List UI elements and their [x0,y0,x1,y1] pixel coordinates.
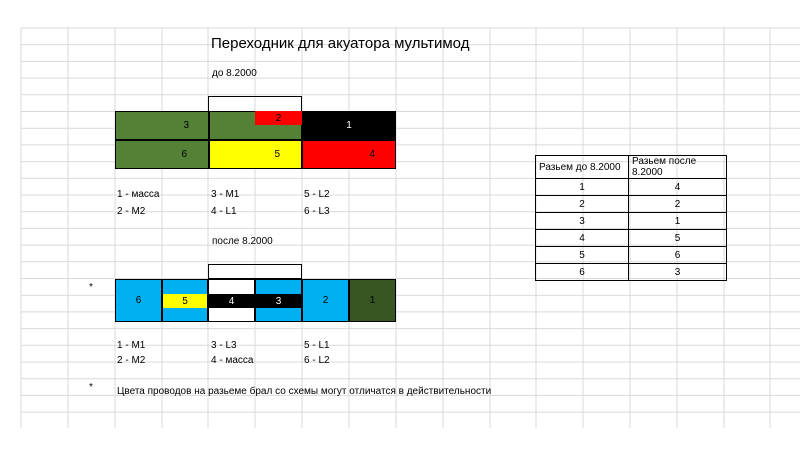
after-legend-2: 2 - M2 [117,355,146,366]
before-pin-5-number: 5 [274,149,280,160]
table-cell-before: 6 [536,264,629,281]
after-label: после 8.2000 [212,236,273,247]
after-pin-3 [256,294,301,308]
table-row [536,247,727,264]
after-pin-1-number: 1 [369,295,376,306]
before-pin-4 [302,140,396,169]
before-legend-3: 3 - M1 [211,189,240,200]
before-pin-1 [302,111,396,140]
table-row [536,196,727,213]
before-legend-5: 5 - L2 [304,189,330,200]
table-cell-after: 1 [629,213,727,230]
after-pin-4-number: 4 [228,295,235,307]
after-legend-6: 6 - L2 [304,355,330,366]
table-cell-before: 1 [536,179,629,196]
after-connector-key [208,264,302,279]
after-asterisk: * [89,282,93,293]
before-legend-6: 6 - L3 [304,206,330,217]
after-legend-3: 3 - L3 [211,340,237,351]
table-row [536,213,727,230]
after-pin-2 [302,279,349,322]
after-pin-4 [209,294,254,308]
table-cell-before: 3 [536,213,629,230]
table-cell-after: 5 [629,230,727,247]
before-legend-4: 4 - L1 [211,206,237,217]
before-pin-6 [115,140,209,169]
after-pin-1 [349,279,396,322]
table-cell-after: 4 [629,179,727,196]
table-cell-after: 6 [629,247,727,264]
table-row [536,264,727,281]
before-pin-3 [115,111,209,140]
note-text: Цвета проводов на разьеме брал со схемы могут отличатся в действительности [117,386,492,397]
before-pin-1-number: 1 [346,120,352,131]
after-pin-5-number: 5 [182,295,188,307]
table-header-after: Разьем после 8.2000 [629,156,727,179]
after-pin-6 [115,279,162,322]
before-pin-5 [209,140,302,169]
sheet-title: Переходник для акуатора мультимод [211,35,470,52]
before-label: до 8.2000 [212,68,257,79]
table-cell-before: 4 [536,230,629,247]
table-cell-after: 2 [629,196,727,213]
before-pin-2-number: 2 [275,112,282,124]
note-asterisk: * [89,382,93,393]
after-pin-2-number: 2 [322,295,329,306]
before-pin-3-number: 3 [183,120,189,131]
after-legend-5: 5 - L1 [304,340,330,351]
table-header-before: Разьем до 8.2000 [536,156,629,179]
before-legend-2: 2 - M2 [117,206,146,217]
table-header-row [536,156,727,179]
before-pin-4-number: 4 [369,149,375,160]
before-legend-1: 1 - масса [117,189,160,200]
table-row [536,230,727,247]
after-legend-1: 1 - M1 [117,340,146,351]
table-cell-before: 5 [536,247,629,264]
table-cell-after: 3 [629,264,727,281]
table-cell-before: 2 [536,196,629,213]
pin-mapping-table [535,155,727,281]
before-pin-2 [255,111,302,125]
table-row [536,179,727,196]
before-pin-6-number: 6 [181,149,187,160]
after-pin-3-number: 3 [275,295,282,307]
after-pin-5 [163,294,207,308]
after-legend-4: 4 - масса [211,355,254,366]
before-connector-key [208,96,302,112]
after-pin-6-number: 6 [135,295,142,306]
